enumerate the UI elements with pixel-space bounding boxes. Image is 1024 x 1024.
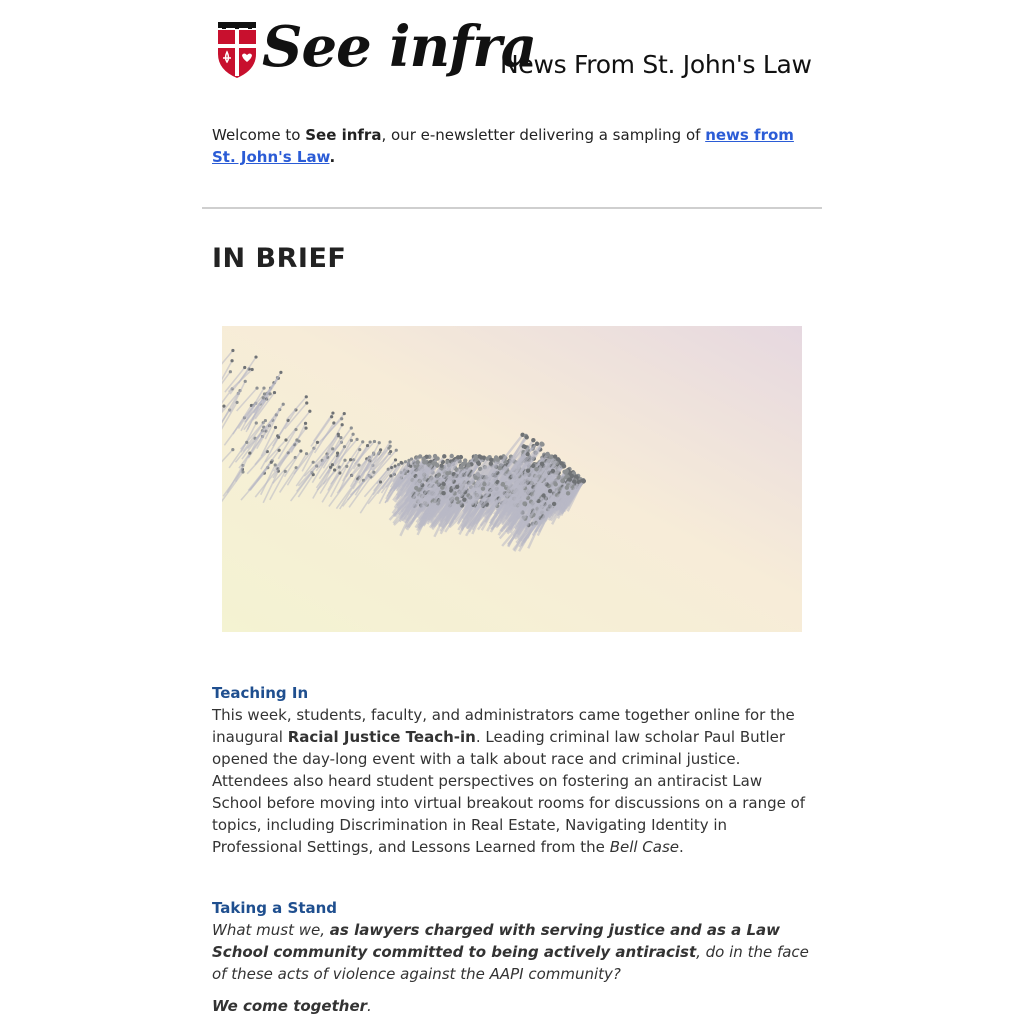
- article-question: [212, 919, 812, 985]
- brand-wordmark: See infra: [262, 14, 537, 80]
- crowd-arrow-illustration: [222, 326, 802, 632]
- article-teaching-in: [212, 682, 812, 858]
- masthead-tagline: News From St. John's Law: [500, 50, 812, 79]
- st-johns-shield-logo: [218, 22, 256, 78]
- hero-image: [222, 326, 802, 632]
- article-body: [212, 704, 812, 858]
- intro-paragraph: [212, 124, 812, 168]
- article-closing: [212, 995, 812, 1017]
- bell-case-title: Bell Case: [609, 838, 680, 856]
- article-text: This week, students, faculty, and administrators came together online for the inaugural: [212, 706, 795, 746]
- intro-text-end: .: [329, 148, 336, 166]
- closing-end: .: [367, 997, 372, 1015]
- article-heading: Taking a Stand: [212, 899, 338, 917]
- article-emphasis: as lawyers charged with serving justice and as a Law School community committed to being actively antiracist: [212, 921, 781, 961]
- article-text: .: [679, 838, 684, 856]
- article-text: , do in the face of these acts of violence against the AAPI community?: [212, 943, 809, 983]
- masthead: [218, 14, 818, 100]
- divider: [202, 207, 822, 209]
- intro-text-pre: Welcome to: [212, 126, 306, 144]
- intro-text-mid: , our e-newsletter delivering a sampling of: [381, 126, 706, 144]
- article-text: What must we,: [212, 921, 330, 939]
- teach-in-title: Racial Justice Teach-in: [287, 728, 476, 746]
- article-heading: Teaching In: [212, 684, 309, 702]
- article-text: . Leading criminal law scholar Paul Butler opened the day-long event with a talk about race and criminal justice. Attendees also heard student perspectives on fostering an antiracist Law School before moving into virtual breakout rooms for discussions on a range of topics, including Discrimination in Real Estate, Navigating Identity in Professional Settings, and Lessons Learned from the: [212, 728, 806, 856]
- article-taking-a-stand: [212, 897, 812, 1017]
- news-link[interactable]: news from St. John's Law: [212, 126, 794, 166]
- closing-emphasis: We come together: [212, 997, 368, 1015]
- intro-newsletter-name: See infra: [305, 126, 382, 144]
- section-title: IN BRIEF: [212, 243, 347, 274]
